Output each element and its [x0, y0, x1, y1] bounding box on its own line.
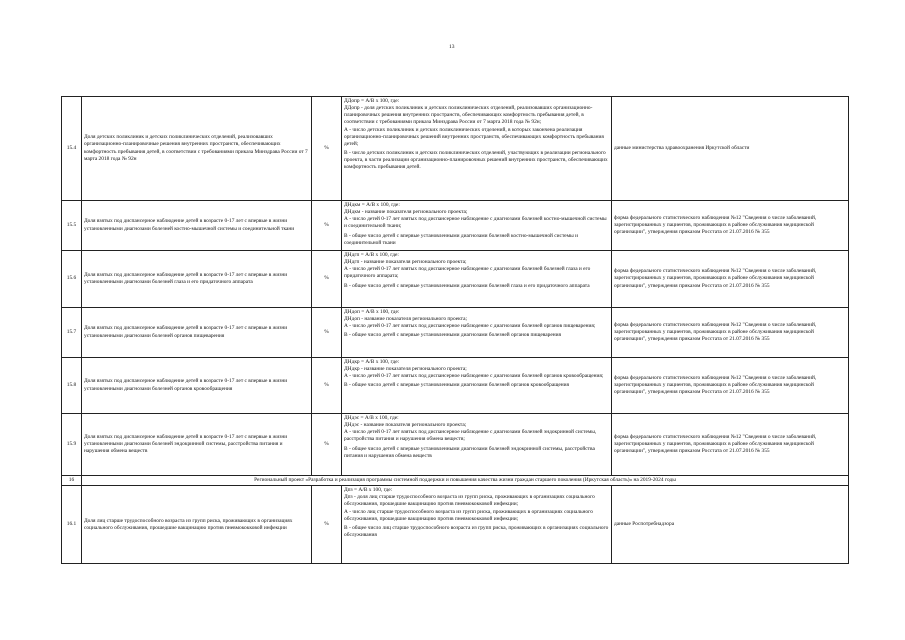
row-number: 15.5: [62, 201, 82, 251]
section-number: 16: [62, 476, 82, 486]
formula-line: ДНдэс = А/В х 100, где:: [344, 415, 399, 421]
table-row: [62, 97, 849, 201]
indicator-name: Доля лиц старше трудоспособного возраста из групп риска, проживающих в организациях социального обслуживания, прошедшие вакцинацию против пневмококковой инфекции: [82, 486, 312, 564]
formula-cell: [342, 486, 612, 564]
formula-line: А - число детей 0-17 лет взятых под диспансерное наблюдение с диагнозами болезней эндокринной системы, расстройства питания и нарушения обмена веществ;: [344, 429, 597, 443]
indicator-name: Доля взятых под диспансерное наблюдение детей в возрасте 0-17 лет с впервые в жизни установленными диагнозами болезней органов кровообращения: [82, 358, 312, 414]
data-source: данные министерства здравоохранения Иркутской области: [612, 97, 849, 201]
formula-line: А - число детских поликлиник и детских поликлинических отделений, в которых закончена реализация организационно-планировочных решений внутренних пространств, обеспечивающих комфортность пребывания детей;: [344, 126, 604, 147]
formula-line: В - общее число детей с впервые установленными диагнозами болезней глаза и его придаточного аппарата: [344, 282, 590, 289]
data-source: форма федерального статистического наблюдения №12 "Сведения о числе заболеваний, зарегистрированных у пациентов, проживающих в районе обслуживания медицинской организации", утверждения приказом Росстата от 21.07.2016 № 355: [612, 251, 849, 308]
indicator-name: Доля взятых под диспансерное наблюдение детей в возрасте 0-17 лет с впервые в жизни установленными диагнозами болезней органов пищеварения: [82, 308, 312, 358]
formula-line: А - число детей 0-17 лет взятых под диспансерное наблюдение с диагнозами болезней органов кровообращения;: [344, 373, 604, 380]
formula-line: В - общее число детей с впервые установленными диагнозами болезней органов пищеварения: [344, 332, 562, 339]
row-number: 15.6: [62, 251, 82, 308]
row-number: 15.7: [62, 308, 82, 358]
unit: %: [312, 358, 342, 414]
data-source: форма федерального статистического наблюдения №12 "Сведения о числе заболеваний, зарегистрированных у пациентов, проживающих в районе обслуживания медицинской организации", утверждения приказом Росстата от 21.07.2016 № 355: [612, 308, 849, 358]
unit: %: [312, 414, 342, 476]
formula-line: ДНдгп - название показателя регионального проекта;: [344, 259, 467, 266]
formula-cell: [342, 358, 612, 414]
formula-line: ДНдкм - название показателя регионального проекта;: [344, 209, 468, 216]
table-row: [62, 358, 849, 414]
formula-line: В - общее число лиц старше трудоспособного возраста из групп риска, проживающих в организациях социального обслуживания: [344, 524, 609, 538]
formula-line: ДНдкм = А/В х 100, где:: [344, 202, 400, 208]
formula-line: ДНдкр - название показателя регионального проекта;: [344, 366, 467, 373]
table-row: [62, 201, 849, 251]
unit: %: [312, 97, 342, 201]
data-source: данные Роспотребнадзора: [612, 486, 849, 564]
formula-line: ДНдкр = А/В х 100, где:: [344, 359, 400, 365]
table-row: [62, 414, 849, 476]
data-source: форма федерального статистического наблюдения №12 "Сведения о числе заболеваний, зарегистрированных у пациентов, проживающих в районе обслуживания медицинской организации", утверждения приказом Росстата от 21.07.2016 № 355: [612, 358, 849, 414]
section-title: Региональный проект «Разработка и реализация программы системной поддержки и повышения качества жизни граждан старшего поколения (Иркутская область)» на 2019-2024 годы: [82, 476, 849, 486]
table-row: [62, 308, 849, 358]
indicator-name: Доля взятых под диспансерное наблюдение детей в возрасте 0-17 лет с впервые в жизни установленными диагнозами болезней костно-мышечной системы и соединительной ткани: [82, 201, 312, 251]
unit: %: [312, 486, 342, 564]
formula-line: А - число детей 0-17 лет взятых под диспансерное наблюдение с диагнозами болезней болезней глаза и его придаточного аппарата;: [344, 266, 591, 280]
unit: %: [312, 251, 342, 308]
indicator-name: Доля детских поликлиник и детских поликлинических отделений, реализовавших организационно-планировочные решения внутренних пространств, обеспечивающих комфортность пребывания детей, в соответствии с требованиями приказа Минздрава России от 7 марта 2018 года № 92н: [82, 97, 312, 201]
formula-line: ДНдоп = А/В х 100, где:: [344, 309, 400, 315]
formula-line: В - общее число детей с впервые установленными диагнозами болезней органов кровообращения: [344, 382, 570, 389]
data-source: форма федерального статистического наблюдения №12 "Сведения о числе заболеваний, зарегистрированных у пациентов, проживающих в районе обслуживания медицинской организации", утверждения приказом Росстата от 21.07.2016 № 355: [612, 414, 849, 476]
section-row: [62, 476, 849, 486]
formula-line: ДНдэс - название показателя регионального проекта;: [344, 422, 467, 429]
unit: %: [312, 201, 342, 251]
formula-line: В - общее число детей с впервые установленными диагнозами болезней эндокринной системы, расстройства питания и нарушения обмена веществ: [344, 445, 595, 459]
row-number: 15.9: [62, 414, 82, 476]
formula-line: ДДопр = А/В х 100, где:: [344, 98, 400, 104]
formula-cell: [342, 308, 612, 358]
table-row: [62, 486, 849, 564]
formula-line: ДНдгп = А/В х 100, где:: [344, 252, 399, 258]
formula-line: А - число лиц старше трудоспособного возраста из групп риска, проживающих в организациях социального обслуживания, прошедшие вакцинацию против пневмококковой инфекции;: [344, 508, 593, 522]
formula-line: Дпз = А/В х 100, где:: [344, 487, 393, 494]
indicators-table: [61, 96, 849, 564]
data-source: форма федерального статистического наблюдения №12 "Сведения о числе заболеваний, зарегистрированных у пациентов, проживающих в районе обслуживания медицинской организации", утверждения приказом Росстата от 21.07.2016 № 355: [612, 201, 849, 251]
formula-cell: [342, 201, 612, 251]
row-number: 15.8: [62, 358, 82, 414]
formula-line: Дпз - доля лиц старше трудоспособного возраста из групп риска, проживающих в организациях социального обслуживания, прошедшие вакцинацию против пневмококковой инфекции;: [344, 494, 595, 508]
formula-line: В - число детских поликлиник и детских поликлинических отделений, участвующих в реализации регионального проекта, в части реализации организационно-планировочных решений внутренних пространств, обеспечивающих комфортность пребывания детей.: [344, 149, 608, 171]
row-number: 16.1: [62, 486, 82, 564]
row-number: 15.4: [62, 97, 82, 201]
indicator-name: Доля взятых под диспансерное наблюдение детей в возрасте 0-17 лет с впервые в жизни установленными диагнозами болезней эндокринной системы, расстройства питания и нарушения обмена веществ: [82, 414, 312, 476]
formula-cell: [342, 414, 612, 476]
table-row: [62, 251, 849, 308]
indicator-name: Доля взятых под диспансерное наблюдение детей в возрасте 0-17 лет с впервые в жизни установленными диагнозами болезней глаза и его придаточного аппарата: [82, 251, 312, 308]
unit: %: [312, 308, 342, 358]
formula-cell: [342, 97, 612, 201]
formula-line: А - число детей 0-17 лет взятых под диспансерное наблюдение с диагнозами болезней органов пищеварения;: [344, 323, 596, 330]
formula-line: ДНдоп - название показателя регионального проекта;: [344, 316, 467, 323]
page-number: 13: [449, 44, 455, 50]
formula-cell: [342, 251, 612, 308]
formula-line: В - общее число детей с впервые установленными диагнозами болезней костно-мышечной системы и соединительной ткани: [344, 232, 578, 246]
formula-line: ДДопр - доля детских поликлиник и детских поликлинических отделений, реализовавших организационно-планировочных решения внутренних пространств, обеспечивающих комфортность пребывания детей, в соответствии с требованиями приказа Минздрава России от 7 марта 2018 года № 92н;: [344, 105, 593, 126]
formula-line: А - число детей 0-17 лет взятых под диспансерное наблюдение с диагнозами болезней костно-мышечной системы и соединительной ткани;: [344, 216, 607, 230]
